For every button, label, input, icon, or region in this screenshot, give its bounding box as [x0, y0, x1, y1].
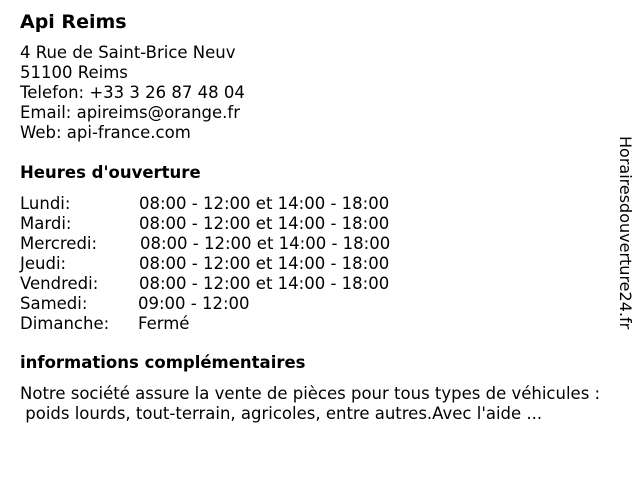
info-text-line: poids lourds, tout-terrain, agricoles, entre autres.Avec l'aide ...	[20, 404, 543, 423]
day-label: Lundi:	[20, 194, 71, 213]
day-hours: 08:00 - 12:00 et 14:00 - 18:00	[139, 254, 390, 273]
day-label: Dimanche:	[20, 314, 110, 333]
info-text-line: Notre société assure la vente de pièces pour tous types de véhicules :	[20, 384, 601, 403]
day-label: Mercredi:	[20, 234, 98, 253]
site-brand-vertical[interactable]: Horairesdouverture24.fr	[616, 136, 635, 330]
day-hours: Fermé	[138, 314, 190, 333]
day-hours: 08:00 - 12:00 et 14:00 - 18:00	[139, 194, 390, 213]
day-hours: 08:00 - 12:00 et 14:00 - 18:00	[139, 274, 390, 293]
website-link[interactable]: Web: api-france.com	[20, 123, 191, 142]
day-hours: 09:00 - 12:00	[138, 294, 250, 313]
contact-block	[20, 43, 245, 143]
day-hours: 08:00 - 12:00 et 14:00 - 18:00	[140, 234, 391, 253]
address-street: 4 Rue de Saint-Brice Neuv	[20, 43, 236, 62]
business-name: Api Reims	[20, 11, 127, 33]
address-city: 51100 Reims	[20, 63, 128, 82]
opening-hours-heading: Heures d'ouverture	[20, 163, 201, 182]
phone-line[interactable]: Telefon: +33 3 26 87 48 04	[20, 83, 245, 102]
day-label: Samedi:	[20, 294, 88, 313]
day-label: Mardi:	[20, 214, 72, 233]
day-label: Jeudi:	[20, 254, 67, 273]
additional-info-heading: informations complémentaires	[20, 353, 306, 372]
email-link[interactable]: Email: apireims@orange.fr	[20, 103, 240, 122]
day-label: Vendredi:	[20, 274, 99, 293]
day-hours: 08:00 - 12:00 et 14:00 - 18:00	[139, 214, 390, 233]
additional-info-text	[20, 384, 635, 424]
